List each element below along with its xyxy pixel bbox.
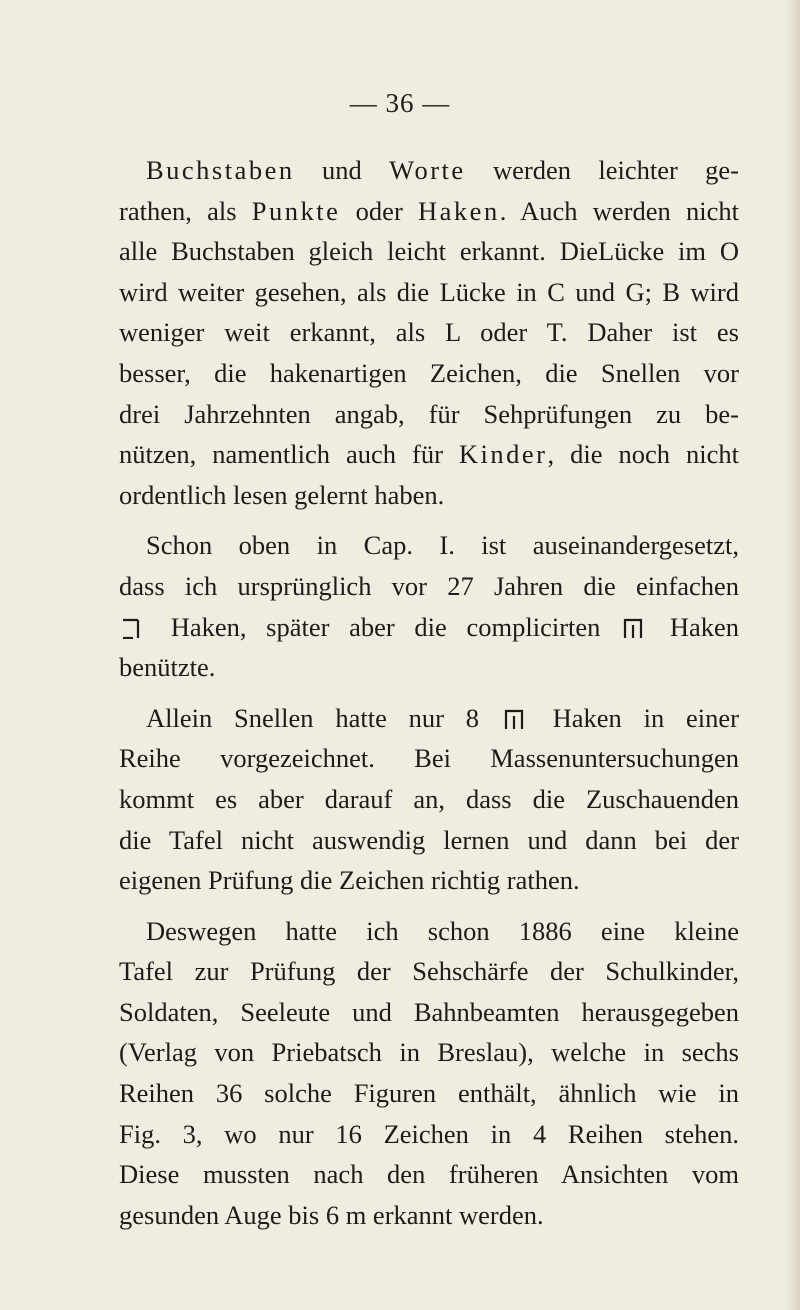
text-line (119, 475, 739, 516)
simple-hook-icon (121, 617, 145, 639)
text-line (119, 820, 739, 861)
text-run: wird weiter gesehen, als die Lücke in C und G; B wird (119, 276, 739, 307)
text-run: weniger weit erkannt, als L oder T. Daher ist es (119, 317, 739, 348)
text-line (119, 231, 739, 272)
text-run: drei Jahrzehnten angab, für Sehprüfungen zu be- (119, 398, 739, 429)
text-line (119, 1073, 739, 1114)
text-run: ordentlich lesen gelernt haben. (119, 479, 445, 510)
text-run: Haken in einer (530, 702, 739, 733)
text-line (119, 698, 739, 739)
text-line (119, 738, 739, 779)
paragraph-gap (119, 901, 739, 911)
spaced-emphasis: Worte (389, 155, 466, 185)
paragraph-gap (119, 515, 739, 525)
text-run: Haken, später aber die complicirten (151, 611, 621, 642)
spaced-emphasis: Kinder (458, 439, 548, 470)
text-line (119, 312, 739, 353)
text-line (119, 1032, 739, 1073)
text-line (119, 1154, 739, 1195)
text-line (119, 992, 739, 1033)
text-line (119, 434, 739, 475)
text-run: Reihen 36 solche Figuren enthält, ähnlich wie in (119, 1078, 739, 1109)
text-run: Tafel zur Prüfung der Sehschärfe der Schulkinder, (119, 956, 739, 987)
text-run: gesunden Auge bis 6 m erkannt werden. (119, 1199, 544, 1230)
text-run: die Tafel nicht auswendig lernen und dann bei der (119, 824, 739, 855)
text-run: oder (340, 195, 419, 226)
text-run: Deswegen hatte ich schon 1886 eine kleine (146, 915, 739, 946)
paragraph-gap (119, 688, 739, 698)
text-run: alle Buchstaben gleich leicht erkannt. DieLücke im O (119, 236, 739, 267)
paragraph (119, 698, 739, 901)
complex-hook-icon (503, 708, 525, 730)
body-text (119, 150, 739, 1235)
text-line (119, 951, 739, 992)
text-run: und (294, 155, 390, 185)
text-run: Soldaten, Seeleute und Bahnbeamten herausgegeben (119, 996, 739, 1027)
text-line (119, 394, 739, 435)
text-line (119, 566, 739, 607)
text-line (119, 272, 739, 313)
text-run: Reihe vorgezeichnet. Bei Massenuntersuchungen (119, 743, 739, 774)
text-run: Schon oben in Cap. I. ist auseinandergesetzt, (146, 530, 739, 561)
spaced-emphasis: Haken (418, 195, 500, 226)
complex-hook-icon (622, 617, 644, 639)
text-run: Allein Snellen hatte nur 8 (146, 702, 501, 733)
paragraph (119, 911, 739, 1236)
text-line (119, 1114, 739, 1155)
text-line (119, 779, 739, 820)
text-line (119, 353, 739, 394)
page-number: — 36 — (349, 88, 451, 118)
text-line (119, 647, 739, 688)
text-run: rathen, als (119, 195, 252, 226)
spaced-emphasis: Buchstaben (146, 155, 295, 185)
text-line (119, 191, 739, 232)
spaced-emphasis: Punkte (251, 195, 341, 226)
text-run: eigenen Prüfung die Zeichen richtig rathen. (119, 865, 580, 896)
text-line (119, 607, 739, 648)
text-run: Diese mussten nach den früheren Ansichten vom (119, 1159, 739, 1190)
text-run: , die noch nicht (547, 439, 740, 470)
text-run: werden leichter ge- (465, 155, 739, 185)
text-run: kommt es aber darauf an, dass die Zuschauenden (119, 783, 739, 814)
paragraph (119, 525, 739, 687)
paragraph (119, 150, 739, 515)
text-run: Fig. 3, wo nur 16 Zeichen in 4 Reihen stehen. (119, 1118, 739, 1149)
text-run: dass ich ursprünglich vor 27 Jahren die einfachen (119, 570, 739, 601)
text-run: Haken (650, 611, 739, 642)
page-edge-shadow (786, 0, 800, 1310)
text-run: besser, die hakenartigen Zeichen, die Snellen vor (119, 357, 739, 388)
text-run: nützen, namentlich auch für (119, 439, 459, 470)
text-run: benützte. (119, 652, 216, 683)
text-line (119, 525, 739, 566)
text-run: . Auch werden nicht (499, 195, 740, 226)
text-line (119, 150, 739, 191)
text-line (119, 911, 739, 952)
text-line (119, 860, 739, 901)
text-line (119, 1195, 739, 1236)
text-run: (Verlag von Priebatsch in Breslau), welche in sechs (119, 1037, 739, 1068)
